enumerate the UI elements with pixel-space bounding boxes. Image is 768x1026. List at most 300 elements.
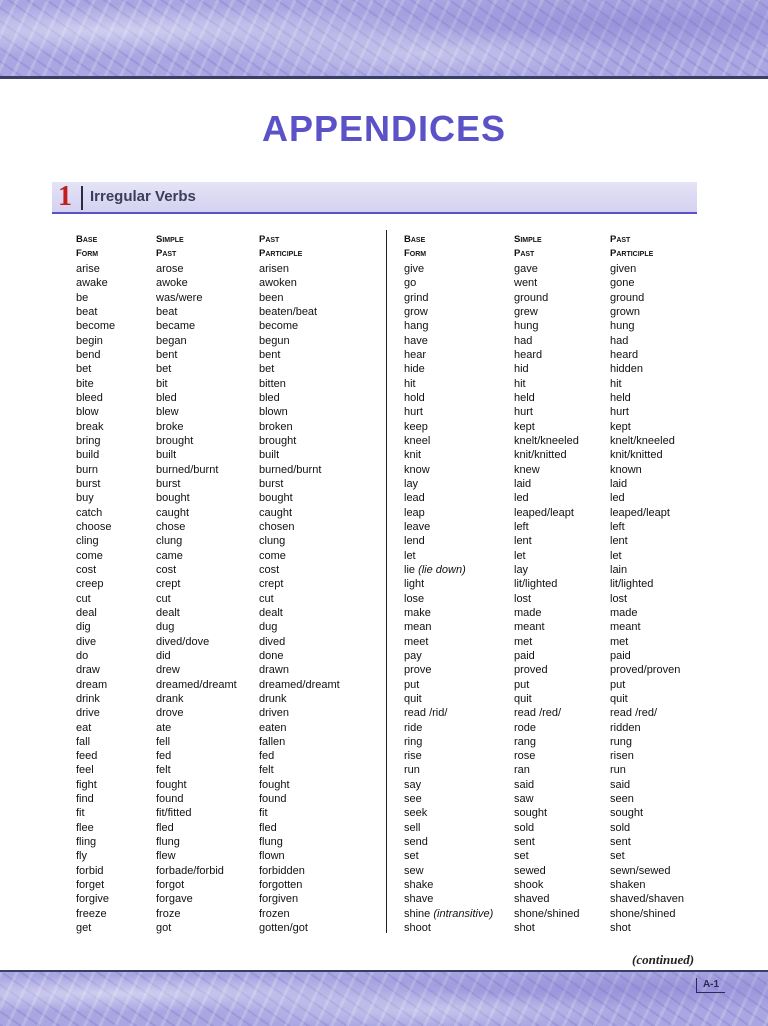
past-participle: bet bbox=[259, 363, 275, 376]
simple-past: shook bbox=[514, 879, 544, 892]
simple-past: let bbox=[514, 549, 526, 562]
past-participle: run bbox=[610, 764, 626, 777]
header-line: Simple bbox=[156, 234, 184, 245]
base-form bbox=[404, 835, 428, 849]
past-participle: meant bbox=[610, 621, 641, 634]
base-form-text: forbid bbox=[76, 864, 104, 877]
past-participle: dealt bbox=[259, 606, 283, 619]
section-header bbox=[52, 182, 697, 214]
simple-past: drew bbox=[156, 664, 180, 677]
simple-past: forbade/forbid bbox=[156, 864, 224, 877]
simple-past: did bbox=[156, 649, 171, 662]
base-form-text: feed bbox=[76, 750, 98, 763]
base-form bbox=[76, 592, 91, 606]
base-form bbox=[404, 348, 426, 362]
header-line: Form bbox=[76, 248, 99, 259]
base-form bbox=[76, 319, 115, 333]
base-form bbox=[404, 506, 425, 520]
base-form-text: dig bbox=[76, 621, 91, 634]
base-form-text: rise bbox=[404, 750, 422, 763]
simple-past: kept bbox=[514, 420, 535, 433]
base-form-text: hold bbox=[404, 391, 425, 404]
simple-past: arose bbox=[156, 263, 184, 275]
header-past-participle bbox=[610, 233, 653, 261]
past-participle: quit bbox=[610, 692, 628, 705]
base-form-text: arise bbox=[76, 263, 100, 275]
base-form-text: set bbox=[404, 850, 419, 863]
header-base-form bbox=[404, 233, 426, 261]
simple-past: put bbox=[514, 678, 530, 691]
past-participle: dreamed/dreamt bbox=[259, 678, 340, 691]
header-line: Simple bbox=[514, 234, 542, 245]
base-form-text: ring bbox=[404, 735, 423, 748]
base-form bbox=[76, 377, 94, 391]
base-form-text: find bbox=[76, 793, 94, 806]
past-participle: kept bbox=[610, 420, 631, 433]
base-form bbox=[404, 520, 430, 534]
base-form bbox=[404, 649, 422, 663]
past-participle: sold bbox=[610, 821, 631, 834]
base-form-text: beat bbox=[76, 305, 98, 318]
base-form bbox=[404, 692, 422, 706]
base-form bbox=[404, 448, 421, 462]
past-participle: held bbox=[610, 391, 631, 404]
simple-past: rose bbox=[514, 750, 536, 763]
past-participle: awoken bbox=[259, 277, 297, 290]
base-form bbox=[404, 391, 425, 405]
base-form bbox=[404, 319, 428, 333]
base-form-text: send bbox=[404, 836, 428, 849]
simple-past: dealt bbox=[156, 606, 180, 619]
simple-past: gave bbox=[514, 263, 538, 275]
base-form bbox=[76, 892, 109, 906]
base-form-text: blow bbox=[76, 406, 99, 419]
simple-past: sewed bbox=[514, 864, 546, 877]
base-form bbox=[404, 892, 433, 906]
base-form-text: choose bbox=[76, 520, 112, 533]
base-form-text: leap bbox=[404, 506, 425, 519]
simple-past: fit/fitted bbox=[156, 807, 192, 820]
past-participle: blown bbox=[259, 406, 288, 419]
past-participle: met bbox=[610, 635, 629, 648]
base-form-text: burn bbox=[76, 463, 99, 476]
past-participle: dug bbox=[259, 621, 278, 634]
base-form-text: drink bbox=[76, 692, 100, 705]
base-form bbox=[76, 362, 91, 376]
base-form bbox=[404, 635, 428, 649]
base-form bbox=[404, 405, 423, 419]
simple-past: fled bbox=[156, 821, 174, 834]
past-participle: shaved/shaven bbox=[610, 893, 684, 906]
past-participle: let bbox=[610, 549, 622, 562]
past-participle: hung bbox=[610, 320, 635, 333]
base-form bbox=[404, 706, 447, 720]
base-form-text: keep bbox=[404, 420, 428, 433]
base-form bbox=[76, 835, 96, 849]
simple-past: flew bbox=[156, 850, 176, 863]
simple-past: fed bbox=[156, 750, 172, 763]
header-line: Participle bbox=[259, 248, 303, 259]
simple-past: dreamed/dreamt bbox=[156, 678, 237, 691]
simple-past: meant bbox=[514, 621, 545, 634]
simple-past: sold bbox=[514, 821, 535, 834]
base-form-text: seek bbox=[404, 807, 428, 820]
base-form-text: cling bbox=[76, 535, 99, 548]
base-form-text: draw bbox=[76, 664, 100, 677]
base-form bbox=[76, 262, 100, 276]
base-form bbox=[76, 907, 107, 921]
base-form bbox=[76, 778, 97, 792]
past-participle: shaken bbox=[610, 879, 646, 892]
simple-past: drove bbox=[156, 707, 184, 720]
past-participle: lent bbox=[610, 535, 628, 548]
header-line: Base bbox=[76, 234, 98, 245]
simple-past: fell bbox=[156, 735, 171, 748]
base-form bbox=[76, 706, 100, 720]
base-form-text: become bbox=[76, 320, 116, 333]
past-participle: forgiven bbox=[259, 893, 299, 906]
base-form-text: knit bbox=[404, 449, 422, 462]
base-form-text: sew bbox=[404, 864, 424, 877]
base-form-text: say bbox=[404, 778, 422, 791]
base-form-text: let bbox=[404, 549, 416, 562]
column-divider bbox=[386, 230, 387, 933]
base-form bbox=[76, 405, 99, 419]
simple-past: left bbox=[514, 520, 529, 533]
past-participle: flung bbox=[259, 836, 283, 849]
header-line: Past bbox=[514, 248, 535, 259]
simple-past: set bbox=[514, 850, 529, 863]
simple-past: read /red/ bbox=[514, 707, 562, 720]
past-participle: broken bbox=[259, 420, 293, 433]
base-form bbox=[76, 334, 103, 348]
past-participle: ridden bbox=[610, 721, 641, 734]
base-form-text: fit bbox=[76, 807, 85, 820]
past-participle: bled bbox=[259, 391, 280, 404]
base-form-text: grind bbox=[404, 291, 429, 304]
header-line: Past bbox=[610, 234, 631, 245]
past-participle: lost bbox=[610, 592, 628, 605]
past-participle: gotten/got bbox=[259, 922, 308, 935]
past-participle: made bbox=[610, 606, 638, 619]
simple-past: bet bbox=[156, 363, 172, 376]
base-form-text: come bbox=[76, 549, 103, 562]
base-form bbox=[404, 763, 420, 777]
simple-past: ground bbox=[514, 291, 549, 304]
past-participle: sewn/sewed bbox=[610, 864, 671, 877]
simple-past: quit bbox=[514, 692, 532, 705]
base-form-text: mean bbox=[404, 621, 432, 634]
past-participle: seen bbox=[610, 793, 634, 806]
base-form bbox=[76, 635, 96, 649]
base-form bbox=[404, 749, 422, 763]
header-past-participle bbox=[259, 233, 302, 261]
base-form bbox=[76, 391, 103, 405]
past-participle: hidden bbox=[610, 363, 644, 376]
past-participle: fallen bbox=[259, 735, 286, 748]
base-form-text: build bbox=[76, 449, 100, 462]
simple-past: found bbox=[156, 793, 184, 806]
simple-past: came bbox=[156, 549, 183, 562]
base-form bbox=[76, 477, 100, 491]
past-participle: forgotten bbox=[259, 879, 303, 892]
base-form bbox=[404, 549, 416, 563]
base-form-text: leave bbox=[404, 520, 431, 533]
base-form bbox=[76, 649, 88, 663]
base-form-text: kneel bbox=[404, 434, 431, 447]
past-participle: sought bbox=[610, 807, 644, 820]
past-participle: paid bbox=[610, 649, 631, 662]
past-participle: gone bbox=[610, 277, 635, 290]
simple-past: grew bbox=[514, 305, 538, 318]
base-form-text: bite bbox=[76, 377, 94, 390]
simple-past: led bbox=[514, 492, 529, 505]
past-participle: been bbox=[259, 291, 284, 304]
base-form-text: cost bbox=[76, 563, 97, 576]
simple-past: caught bbox=[156, 506, 190, 519]
past-participle: rung bbox=[610, 735, 633, 748]
base-form-text: drive bbox=[76, 707, 100, 720]
past-participle: known bbox=[610, 463, 642, 476]
base-form bbox=[76, 735, 90, 749]
base-form bbox=[76, 448, 99, 462]
continued-note: (continued) bbox=[632, 952, 695, 967]
simple-past: proved bbox=[514, 664, 548, 677]
past-participle: felt bbox=[259, 764, 274, 777]
past-participle: grown bbox=[610, 305, 640, 318]
simple-past: blew bbox=[156, 406, 179, 419]
simple-past: bled bbox=[156, 391, 177, 404]
base-form bbox=[76, 291, 88, 305]
base-form bbox=[76, 864, 104, 878]
simple-past: was/were bbox=[156, 291, 203, 304]
base-form-text: break bbox=[76, 420, 104, 433]
past-participle: shot bbox=[610, 922, 631, 935]
simple-past: lit/lighted bbox=[514, 578, 558, 591]
past-participle: sent bbox=[610, 836, 631, 849]
simple-past: knit/knitted bbox=[514, 449, 567, 462]
past-participle: had bbox=[610, 334, 629, 347]
base-form bbox=[404, 620, 432, 634]
base-form bbox=[404, 563, 466, 577]
base-form bbox=[76, 549, 103, 563]
base-form-text: do bbox=[76, 649, 89, 662]
base-form-text: awake bbox=[76, 277, 108, 290]
top-decorative-band bbox=[0, 0, 768, 79]
base-form-text: cut bbox=[76, 592, 91, 605]
past-participle: hurt bbox=[610, 406, 629, 419]
past-participle: set bbox=[610, 850, 625, 863]
base-form bbox=[76, 806, 85, 820]
past-participle: found bbox=[259, 793, 287, 806]
base-form bbox=[404, 878, 433, 892]
header-line: Past bbox=[156, 248, 177, 259]
base-form bbox=[76, 663, 100, 677]
base-form-text: shine bbox=[404, 907, 431, 920]
past-participle: done bbox=[259, 649, 284, 662]
base-form-text: forget bbox=[76, 879, 105, 892]
past-participle: clung bbox=[259, 535, 286, 548]
simple-past: fought bbox=[156, 778, 187, 791]
simple-past: crept bbox=[156, 578, 181, 591]
past-participle: begun bbox=[259, 334, 290, 347]
base-form-text: shoot bbox=[404, 922, 431, 935]
simple-past: heard bbox=[514, 348, 543, 361]
simple-past: lent bbox=[514, 535, 532, 548]
base-form-text: grow bbox=[404, 305, 428, 318]
base-form bbox=[76, 276, 108, 290]
base-form-text: hurt bbox=[404, 406, 423, 419]
simple-past: burst bbox=[156, 477, 181, 490]
simple-past: lay bbox=[514, 563, 529, 576]
base-form bbox=[76, 420, 104, 434]
past-participle: burst bbox=[259, 477, 284, 490]
simple-past: cost bbox=[156, 563, 177, 576]
past-participle: cost bbox=[259, 563, 280, 576]
base-form-text: fight bbox=[76, 778, 97, 791]
base-form-text: buy bbox=[76, 492, 94, 505]
base-form bbox=[404, 377, 416, 391]
base-form bbox=[404, 477, 418, 491]
base-form bbox=[404, 463, 430, 477]
past-participle: crept bbox=[259, 578, 284, 591]
simple-past: broke bbox=[156, 420, 184, 433]
base-form-text: quit bbox=[404, 692, 422, 705]
past-participle: come bbox=[259, 549, 286, 562]
past-participle: drunk bbox=[259, 692, 287, 705]
base-form-text: feel bbox=[76, 764, 94, 777]
base-form-text: put bbox=[404, 678, 420, 691]
simple-past: built bbox=[156, 449, 177, 462]
base-form bbox=[404, 678, 419, 692]
base-form-text: burst bbox=[76, 477, 101, 490]
base-form-text: forgive bbox=[76, 893, 110, 906]
simple-past: hid bbox=[514, 363, 529, 376]
past-participle: given bbox=[610, 263, 637, 275]
simple-past: went bbox=[514, 277, 538, 290]
past-participle: led bbox=[610, 492, 625, 505]
base-form bbox=[76, 763, 94, 777]
simple-past: forgot bbox=[156, 879, 185, 892]
base-form bbox=[404, 420, 428, 434]
base-form bbox=[404, 792, 422, 806]
base-form-text: give bbox=[404, 263, 425, 275]
simple-past: bit bbox=[156, 377, 168, 390]
usage-note: (intransitive) bbox=[433, 907, 494, 920]
base-form bbox=[76, 749, 97, 763]
simple-past: knelt/kneeled bbox=[514, 434, 579, 447]
base-form bbox=[76, 821, 94, 835]
base-form bbox=[404, 434, 430, 448]
past-participle: frozen bbox=[259, 907, 290, 920]
section-divider bbox=[81, 186, 83, 210]
base-form bbox=[404, 921, 431, 935]
base-form-text: freeze bbox=[76, 907, 107, 920]
base-form bbox=[76, 692, 100, 706]
base-form bbox=[404, 721, 422, 735]
simple-past: said bbox=[514, 778, 535, 791]
base-form bbox=[76, 849, 87, 863]
base-form-text: bend bbox=[76, 348, 101, 361]
past-participle: knelt/kneeled bbox=[610, 434, 675, 447]
past-participle: ground bbox=[610, 291, 645, 304]
simple-past: laid bbox=[514, 477, 532, 490]
base-form-text: lead bbox=[404, 492, 425, 505]
base-form-text: go bbox=[404, 277, 417, 290]
base-form bbox=[76, 463, 98, 477]
past-participle: bought bbox=[259, 492, 293, 505]
header-line: Form bbox=[404, 248, 427, 259]
simple-past: ate bbox=[156, 721, 172, 734]
base-form-text: bet bbox=[76, 363, 92, 376]
past-participle: fit bbox=[259, 807, 268, 820]
base-form-text: pay bbox=[404, 649, 422, 662]
header-line: Past bbox=[259, 234, 280, 245]
simple-past: forgave bbox=[156, 893, 193, 906]
base-form-text: hide bbox=[404, 363, 425, 376]
simple-past: made bbox=[514, 606, 542, 619]
base-form-text: ride bbox=[404, 721, 423, 734]
base-form bbox=[404, 592, 424, 606]
base-form bbox=[404, 821, 421, 835]
simple-past: cut bbox=[156, 592, 171, 605]
base-form-text: fling bbox=[76, 836, 97, 849]
past-participle: fought bbox=[259, 778, 290, 791]
past-participle: driven bbox=[259, 707, 289, 720]
simple-past: held bbox=[514, 391, 535, 404]
base-form bbox=[404, 577, 424, 591]
past-participle: heard bbox=[610, 348, 639, 361]
simple-past: met bbox=[514, 635, 533, 648]
simple-past: became bbox=[156, 320, 196, 333]
base-form-text: bleed bbox=[76, 391, 103, 404]
simple-past: sent bbox=[514, 836, 535, 849]
base-form bbox=[76, 563, 96, 577]
past-participle: fed bbox=[259, 750, 275, 763]
base-form-text: hang bbox=[404, 320, 429, 333]
past-participle: cut bbox=[259, 592, 274, 605]
base-form-text: lose bbox=[404, 592, 425, 605]
base-form-text: lend bbox=[404, 535, 425, 548]
simple-past: bent bbox=[156, 348, 178, 361]
base-form bbox=[76, 678, 107, 692]
past-participle: flown bbox=[259, 850, 285, 863]
base-form-text: fall bbox=[76, 735, 91, 748]
base-form bbox=[76, 921, 91, 935]
simple-past: lost bbox=[514, 592, 532, 605]
past-participle: chosen bbox=[259, 520, 295, 533]
past-participle: leaped/leapt bbox=[610, 506, 670, 519]
past-participle: arisen bbox=[259, 263, 289, 275]
page-title: APPENDICES bbox=[261, 108, 507, 149]
simple-past: froze bbox=[156, 907, 181, 920]
base-form bbox=[404, 291, 428, 305]
bottom-decorative-band bbox=[0, 970, 768, 1026]
header-simple-past bbox=[514, 233, 542, 261]
page-number: A-1 bbox=[696, 978, 725, 993]
base-form bbox=[76, 534, 99, 548]
base-form bbox=[404, 849, 419, 863]
base-form-text: prove bbox=[404, 664, 432, 677]
base-form bbox=[404, 305, 428, 319]
header-line: Base bbox=[404, 234, 426, 245]
base-form bbox=[404, 806, 427, 820]
base-form bbox=[404, 534, 425, 548]
simple-past: flung bbox=[156, 836, 180, 849]
base-form bbox=[76, 606, 97, 620]
base-form-text: dream bbox=[76, 678, 108, 691]
base-form-text: be bbox=[76, 291, 89, 304]
